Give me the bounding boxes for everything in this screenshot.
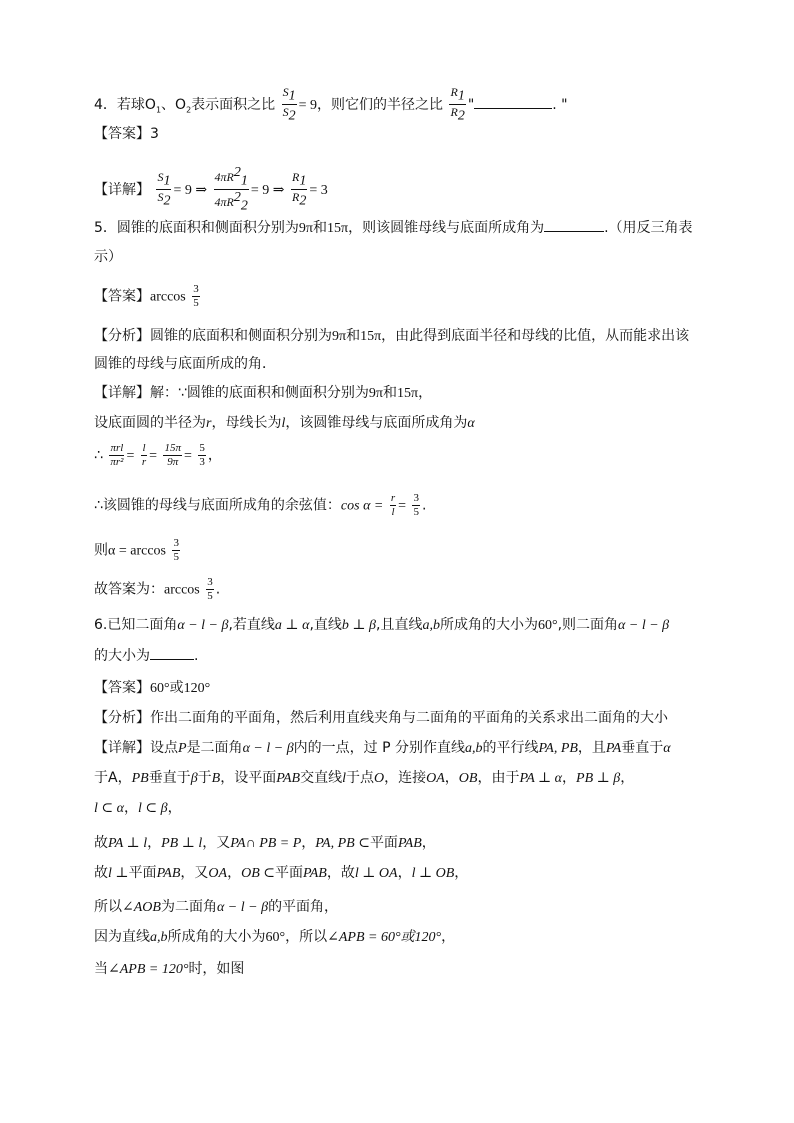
d6-PB: PB [131,771,149,786]
q5-text2: 示） [94,249,122,265]
d5-label: 【详解】 [94,385,150,401]
q6-ang: α − l − β [177,618,229,633]
d4-frac2-num-sup: 2 [233,165,241,180]
d6-l4e: ，又 [202,835,231,851]
d5-frac4-den: 3 [199,456,205,468]
d4-line [94,166,328,214]
q6-answer-blank [150,645,194,660]
f5-text1b: ，由此得到底面半径和母线的比值，从而能求出该 [381,328,690,344]
q6-text1a: 6.已知二面角 [94,617,178,633]
d4-frac3-num: R [291,170,300,184]
d5-line4: ∴该圆锥的母线与底面所成角的余弦值：cos α = $\frac{r}{l}$ = $\frac{3}{5}$ . [94,492,427,518]
d6-l2a: 于A， [94,770,132,786]
d6-l1c: 内的一点，过 P 分别作直线 [293,740,466,756]
d4-frac2 [214,166,249,214]
d6-l5c: 平面 [128,865,157,881]
d6-OA: OA [426,771,445,786]
d6-l2b: 垂直于 [148,770,191,786]
q5-line1 [94,217,693,240]
q6-c1: a ⊥ α [274,618,310,633]
d6-line5 [94,862,468,885]
d6-P: P [178,741,187,756]
d5-therefore: ∴ [94,447,103,464]
q6-line1 [94,614,669,637]
d6-PA: PA [605,741,622,756]
a5-label: 【答案】 [94,288,150,305]
q6-ang2: α − l − β [618,618,670,633]
d5-l: l [281,416,286,431]
q4-answer-blank [474,94,552,109]
d5-frac2 [141,443,147,468]
q4-mid2: 表示面积之比 [191,96,276,113]
a5-line [94,284,202,309]
d5-text6end: . [215,581,221,598]
d5-r: r [206,416,212,431]
d4-frac3-den-sub: 2 [299,193,307,209]
d5-line5-num: 3 [173,537,179,549]
d6-l7b: a,b [150,930,168,945]
q4-frac-den-sub: 2 [288,108,296,124]
d5-text1end: ， [418,385,433,401]
d4-eq1: = 9 ⇒ [173,182,208,198]
d6-label: 【详解】 [94,740,150,756]
d6-c2: PB ⊥ β [576,771,621,786]
d6-l2d: ，设平面 [220,770,277,786]
d6-l8b: ∠APB = 120° [108,962,189,977]
q5-v2: 15π [327,221,349,236]
d6-l8a: 当 [94,961,108,977]
d6-l6e: 的平面角， [268,899,339,915]
q4-radius-fraction [449,86,465,124]
d6-l5b: l ⊥ [108,866,129,881]
q4-mid1: 、O [161,96,187,113]
d6-l6a: 所以 [94,899,122,915]
d6-l3b: ， [123,800,138,816]
a5-value: arccos [150,289,186,305]
f5-text2: 圆锥的母线与底面所成的角． [94,356,276,372]
d6-line8 [94,958,244,981]
d6-l5a: 故 [94,865,108,881]
d5-line6-num: 3 [207,576,213,588]
d6-l5n: l ⊥ OB [411,866,455,881]
q4-r-num: R [450,85,458,99]
d4-frac3 [291,171,307,209]
a4-line [94,123,159,145]
d4-eq2: = 9 ⇒ [250,182,285,198]
d6-beta: β [190,771,198,786]
d6-l4f: PA∩ PB = P [230,836,302,851]
d6-l5d: PAB [156,866,181,881]
d5-frac3 [163,443,182,468]
d6-O: O [373,771,385,786]
q4-r-den: R [450,105,458,120]
d5-text3end: ， [207,447,222,464]
d5-text5b: α = arccos [108,543,166,559]
d5-text4end: . [421,497,427,514]
d6-l2f: 于点 [345,770,374,786]
q5-answer-blank [544,217,604,232]
d6-l1b: 是二面角 [186,740,243,756]
q4-o1-sub: 1 [155,105,162,115]
q4-r-den-sub: 2 [457,108,465,124]
d5-text6a: 故答案为： [94,581,164,598]
d4-frac1-den-sub: 2 [163,193,171,209]
d4-frac1-den: S [157,190,164,205]
d6-l3a: l ⊂ α [94,801,124,816]
d4-eq3: = 3 [309,182,328,198]
q5-text1: 5．圆锥的底面积和侧面积分别为 [94,220,299,236]
d6-line7 [94,926,455,949]
a4-value: 3 [150,126,159,142]
d6-l8c: 时，如图 [188,961,245,977]
q5-line2 [94,246,122,268]
a6-line [94,677,210,700]
d6-PAB: PAB [276,771,301,786]
d6-l1f: 垂直于 [621,740,664,756]
q4-r-num-sub: 1 [457,88,465,104]
d5-line3: ∴ $\frac{\text{πrl}}{\text{πr²}}$ = $\frac{l}{r}$ = $\frac{15\pi}{9\pi}$ = $\frac{5}{3}$ ， [94,442,222,468]
q4-o2-sub: 2 [186,105,192,115]
d4-label: 【详解】 [94,181,150,198]
q6-text1b: ,若直线 [228,617,275,633]
q4-quote-open: " [467,96,475,113]
d6-alpha: α [663,741,671,756]
d6-l2e: 交直线 [300,770,343,786]
d6-l5j: PAB [303,866,327,881]
d5-frac3-num: 15π [164,442,181,454]
d5-line1 [94,382,432,405]
d6-l2c: 于 [197,770,212,786]
q6-text1e: 所成角的大小为 [439,617,538,633]
d5-line2 [94,412,475,435]
d5-frac4 [198,443,206,468]
d5-text2c: ，该圆锥母线与底面所成角为 [285,415,468,431]
d4-frac2-den: 4πR [214,195,234,210]
d6-l4i: 平面 [369,835,398,851]
d6-l: l [342,771,346,786]
d6-l7e: ，所以 [285,929,328,945]
d6-l4d: PB ⊥ l [161,836,203,851]
d5-text2b: ，母线长为 [211,415,282,431]
d4-frac2-num: 4πR [214,170,234,184]
d5-frac1-den: πr² [110,456,124,468]
d5-text1a: 解：∵圆锥的底面积和侧面积分别为 [150,385,369,401]
q6-c2: b ⊥ β [341,618,377,633]
d6-l5h: OB ⊂ [241,866,275,881]
d6-l7c: 所成角的大小为 [167,929,266,945]
q6-text2a: 的大小为 [94,648,150,664]
a5-fraction [192,284,200,309]
d5-text4a: ∴该圆锥的母线与底面所成角的余弦值： [94,497,341,514]
d6-line6 [94,896,338,919]
d6-l2j: ， [562,770,577,786]
d5-cos: cos α = [340,498,384,514]
d6-l5k: ，故 [326,865,355,881]
d6-l5e: ，又 [180,865,209,881]
d6-l7a: 因为直线 [94,929,150,945]
d5-v2: 15π [397,386,419,401]
d5-line6 [94,577,220,602]
f5-label: 【分析】 [94,328,150,344]
q4-suffix: . " [552,96,568,113]
d6-l4k: ， [421,835,436,851]
d6-l4h: PA, PB ⊂ [315,836,370,851]
d6-l6d: α − l − β [216,900,269,915]
f5-v2: 15π [360,329,382,344]
d6-OB: OB [458,771,478,786]
d5-frac3-den: 9π [167,456,179,468]
d6-l4c: ， [147,835,162,851]
d6-l2i: ，由于 [477,770,520,786]
d5-cos-frac1 [390,493,396,518]
d5-line5-frac [172,538,180,563]
d6-ang: α − l − β [242,741,294,756]
d5-alpha: α [467,416,475,431]
f5-line1 [94,325,689,348]
q5-text1c: .（用反三角表 [604,220,693,236]
d5-line5 [94,538,182,563]
d6-l7d: 60° [265,930,286,945]
d6-l5l: l ⊥ OA [354,866,398,881]
d6-line1 [94,737,671,760]
d6-line3 [94,797,182,820]
f5-v1: 9π [332,329,347,344]
f5-and: 和 [346,328,361,344]
d4-frac3-den: R [291,190,300,205]
q4-prefix: 4．若球O [94,96,156,113]
d5-text5a: 则 [94,542,108,559]
d6-l4b: PA ⊥ l [108,836,148,851]
d6-l5m: ， [397,865,412,881]
d5-line6-den: 5 [207,590,213,602]
q5-text1b: ，则该圆锥母线与底面所成角为 [348,220,545,236]
d5-cos-frac2 [412,493,420,518]
d6-l1e: ，且 [577,740,606,756]
d4-frac2-num-sub: 1 [240,173,248,189]
d5-line5-den: 5 [173,551,179,563]
d5-text2a: 设底面圆的半径为 [94,415,206,431]
q6-deg: 60° [537,618,558,633]
f5-text1a: 圆锥的底面积和侧面积分别为 [150,328,332,344]
d6-c1: PA ⊥ α [519,771,563,786]
d5-cos-frac1-num: r [390,492,396,504]
d6-B: B [211,771,221,786]
q6-line2 [94,645,198,667]
d5-and: 和 [383,385,397,401]
d5-text6b: arccos [164,582,200,598]
d6-l6b: ∠AOB [122,900,161,915]
d4-frac2-den-sup: 2 [233,190,241,206]
d6-l7g: ， [441,929,456,945]
d5-frac4-num: 5 [199,442,205,454]
d5-frac2-den: r [141,456,147,468]
d6-l4g: ， [301,835,316,851]
q5-v1: 9π [298,221,313,236]
q6-text2end: . [194,648,199,664]
q4-mid3: ，则它们的半径之比 [317,96,444,113]
a4-label: 【答案】 [94,126,150,142]
q4-area-fraction [282,86,297,124]
q4-line [94,86,568,124]
d4-frac1-num-sub: 1 [163,173,171,189]
q5-and: 和 [313,220,327,236]
d5-cos-frac1-den: l [391,506,395,518]
d6-l2g: ，连接 [384,770,427,786]
d5-frac1 [109,443,124,468]
q6-ab: a,b [422,618,440,633]
q4-eq: = 9 [298,97,318,113]
d4-frac2-den-sub: 2 [240,198,248,214]
f5-line2 [94,353,276,375]
d6-l2k: ， [620,770,635,786]
q6-text1c: ,直线 [309,617,342,633]
d5-line6-frac [206,577,214,602]
q4-frac-den: S [282,105,289,120]
d6-l7f: ∠APB = 60°或120° [327,930,442,945]
d5-v1: 9π [368,386,383,401]
d6-l5g: ， [227,865,242,881]
d5-cos-frac2-num: 3 [413,492,419,504]
d6-l3c: l ⊂ β [137,801,168,816]
d4-frac1-num: S [157,170,164,184]
f6-line [94,707,668,729]
d4-frac3-num-sub: 1 [299,173,307,189]
d6-l1a: 设点 [150,740,178,756]
f6-text: 作出二面角的平面角，然后利用直线夹角与二面角的平面角的关系求出二面角的大小 [150,710,668,726]
a5-num: 3 [193,283,199,295]
a6-label: 【答案】 [94,680,150,696]
d6-ab: a,b [465,741,483,756]
q6-text1d: ,且直线 [376,617,423,633]
d4-frac1 [156,171,171,209]
d6-l2h: ， [444,770,459,786]
q4-frac-num: S [282,85,289,99]
f6-label: 【分析】 [94,710,150,726]
d6-l4a: 故 [94,835,108,851]
d6-l3d: ， [167,800,182,816]
d6-l5o: ， [454,865,469,881]
d6-papb: PA, PB [538,741,578,756]
d6-l5i: 平面 [275,865,303,881]
d6-line2 [94,767,634,790]
a5-den: 5 [193,297,199,309]
d6-l4j: PAB [397,836,422,851]
d6-l1d: 的平行线 [482,740,539,756]
d6-l6c: 为二面角 [160,899,217,915]
d5-frac1-num: πrl [110,442,124,454]
d6-l5f: OA [208,866,228,881]
q4-frac-num-sub: 1 [288,88,296,104]
d5-cos-frac2-den: 5 [413,506,419,518]
d6-line4 [94,832,436,855]
d5-frac2-num: l [142,442,146,454]
a6-value: 60°或120° [150,681,211,696]
q6-text1f: ,则二面角 [557,617,619,633]
